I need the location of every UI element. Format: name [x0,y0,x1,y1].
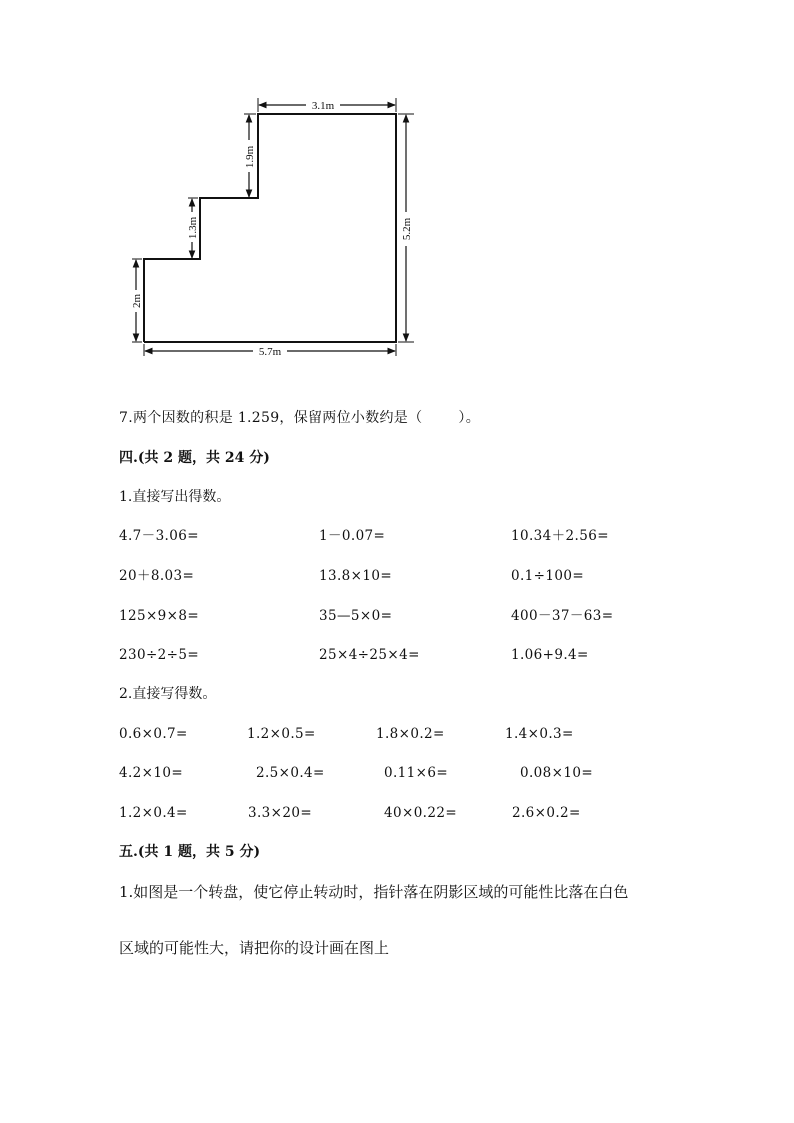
label-step-lower: 1.3m [187,216,199,240]
problem: 1.4×0.3= [505,726,574,742]
table-row [0,724,794,744]
problem: 10.34＋2.56= [511,528,609,544]
problem: 2.6×0.2= [512,805,581,821]
table-row [0,566,794,586]
problem: 20＋8.03= [119,568,195,584]
section-4-q2-title: 2.直接写得数。 [119,686,217,702]
dimension-top [258,98,396,112]
table-row [0,645,794,665]
dimension-bottom [144,344,396,358]
table-row [0,803,794,823]
problem: 35—5×0= [319,608,393,624]
table-row [0,606,794,626]
problem: 1.2×0.5= [247,726,316,742]
table-row [0,763,794,783]
question-7-text: 两个因数的积是 1.259，保留两位小数约是（ [132,410,423,426]
label-right: 5.2m [401,217,413,241]
question-7-number: 7. [119,410,133,426]
question-7-close: ）。 [458,410,481,426]
label-top: 3.1m [311,100,335,112]
section-5-q1-line1: 1.如图是一个转盘，使它停止转动时，指针落在阴影区域的可能性比落在白色 [119,883,629,901]
label-step-upper: 1.9m [244,145,256,169]
problem: 13.8×10= [319,568,393,584]
problem: 230÷2÷5= [119,647,200,663]
section-4-title: 四.(共 2 题，共 24 分) [119,450,270,466]
shape-outline [144,114,396,342]
problem: 0.6×0.7= [119,726,188,742]
problem: 0.1÷100= [511,568,585,584]
dimension-left [129,259,143,342]
problem: 25×4÷25×4= [319,647,420,663]
section-4-q1-title: 1.直接写出得数。 [119,489,231,505]
label-left: 2m [131,293,143,309]
problem: 400－37－63= [511,608,614,624]
problem: 1－0.07= [319,528,386,544]
section-5-q1-line2: 区域的可能性大，请把你的设计画在图上 [119,939,390,957]
dimension-step-upper [242,114,256,198]
problem: 1.2×0.4= [119,805,188,821]
problem: 40×0.22= [384,805,458,821]
table-row [0,526,794,546]
section-5-title: 五.(共 1 题，共 5 分) [119,844,261,860]
problem: 0.08×10= [520,765,594,781]
problem: 4.2×10= [119,765,184,781]
question-7 [119,408,480,428]
problem: 125×9×8= [119,608,200,624]
problem: 2.5×0.4= [256,765,325,781]
problem: 0.11×6= [384,765,449,781]
problem: 1.8×0.2= [376,726,445,742]
problem: 4.7－3.06= [119,528,199,544]
stepped-shape-figure [118,94,418,360]
problem: 3.3×20= [248,805,313,821]
problem: 1.06+9.4= [511,647,589,663]
dimension-right [398,114,414,342]
dimension-step-lower [185,198,199,259]
label-bottom: 5.7m [258,346,282,358]
